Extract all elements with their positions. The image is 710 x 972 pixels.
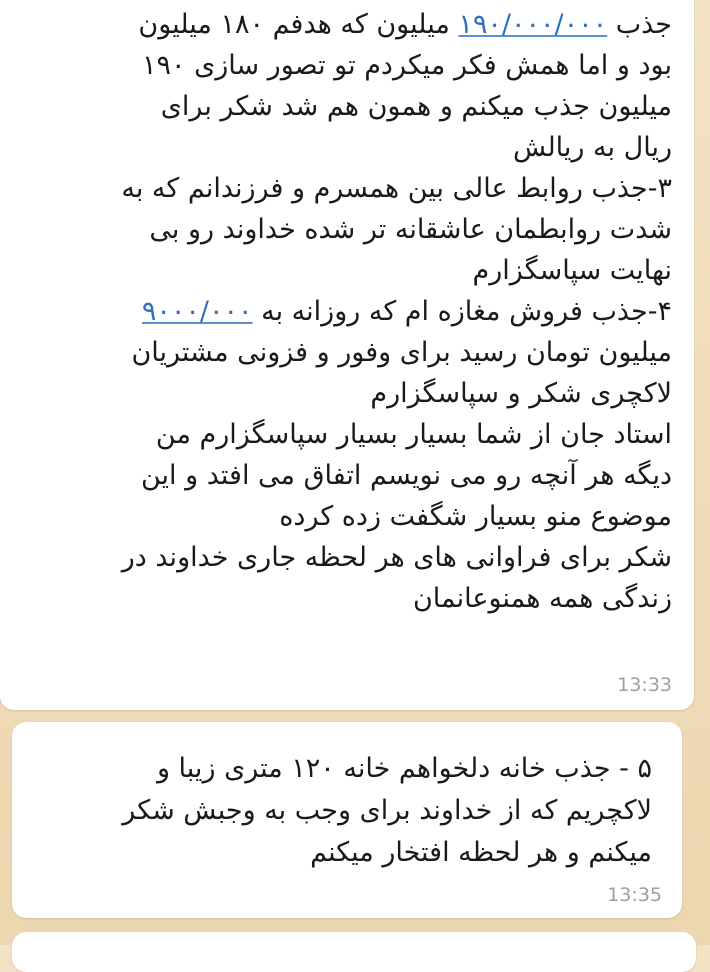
- message-line: میلیون جذب میکنم و همون هم شد شکر برای: [160, 91, 672, 122]
- message-line: شدت روابطمان عاشقانه تر شده خداوند رو بی: [149, 214, 672, 245]
- line-text: میلیون که هدفم ۱۸۰ میلیون: [138, 9, 459, 40]
- message-line: بود و اما همش فکر میکردم تو تصور سازی ۱۹۰: [141, 50, 672, 81]
- message-line: ۳-جذب روابط عالی بین همسرم و فرزندانم که به: [121, 173, 672, 204]
- message-bubble-2[interactable]: [12, 722, 682, 918]
- message-line: [121, 291, 672, 332]
- message-line: میلیون تومان رسید برای وفور و فزونی مشتریان: [131, 337, 672, 368]
- line-text: جذب: [607, 9, 672, 40]
- message-line: میکنم و هر لحظه افتخار میکنم: [310, 837, 652, 868]
- message-line: لاکچری شکر و سپاسگزارم: [370, 378, 672, 409]
- message-line: شکر برای فراوانی های هر لحظه جاری خداوند در: [121, 542, 672, 573]
- message-line: لاکچریم که از خداوند برای وجب به وجبش شکر: [122, 795, 652, 826]
- line-text: ۴-جذب فروش مغازه ام که روزانه به: [252, 296, 672, 327]
- message-line: ۵ - جذب خانه دلخواهم خانه ۱۲۰ متری زیبا و: [156, 753, 652, 784]
- message-line: نهایت سپاسگزارم: [472, 255, 672, 286]
- message-line: استاد جان از شما بسیار بسیار سپاسگزارم من: [155, 419, 672, 450]
- message-line: زندگی همه همنوعانمان: [412, 583, 672, 614]
- message-line: [121, 4, 672, 45]
- message-text-2: [122, 748, 652, 874]
- message-line: دیگه هر آنچه رو می نویسم اتفاق می افتد و این: [140, 460, 672, 491]
- message-text-1: [121, 4, 672, 619]
- message-timestamp: 13:33: [617, 674, 672, 696]
- message-line: موضوع منو بسیار شگفت زده کرده: [279, 501, 672, 532]
- number-link[interactable]: ۱۹۰/۰۰۰/۰۰۰: [458, 9, 608, 40]
- number-link[interactable]: ۹۰۰۰/۰۰۰: [141, 296, 253, 327]
- message-bubble-3[interactable]: [12, 932, 696, 972]
- message-line: ریال به ریالش: [513, 132, 672, 163]
- message-timestamp: 13:35: [607, 884, 662, 906]
